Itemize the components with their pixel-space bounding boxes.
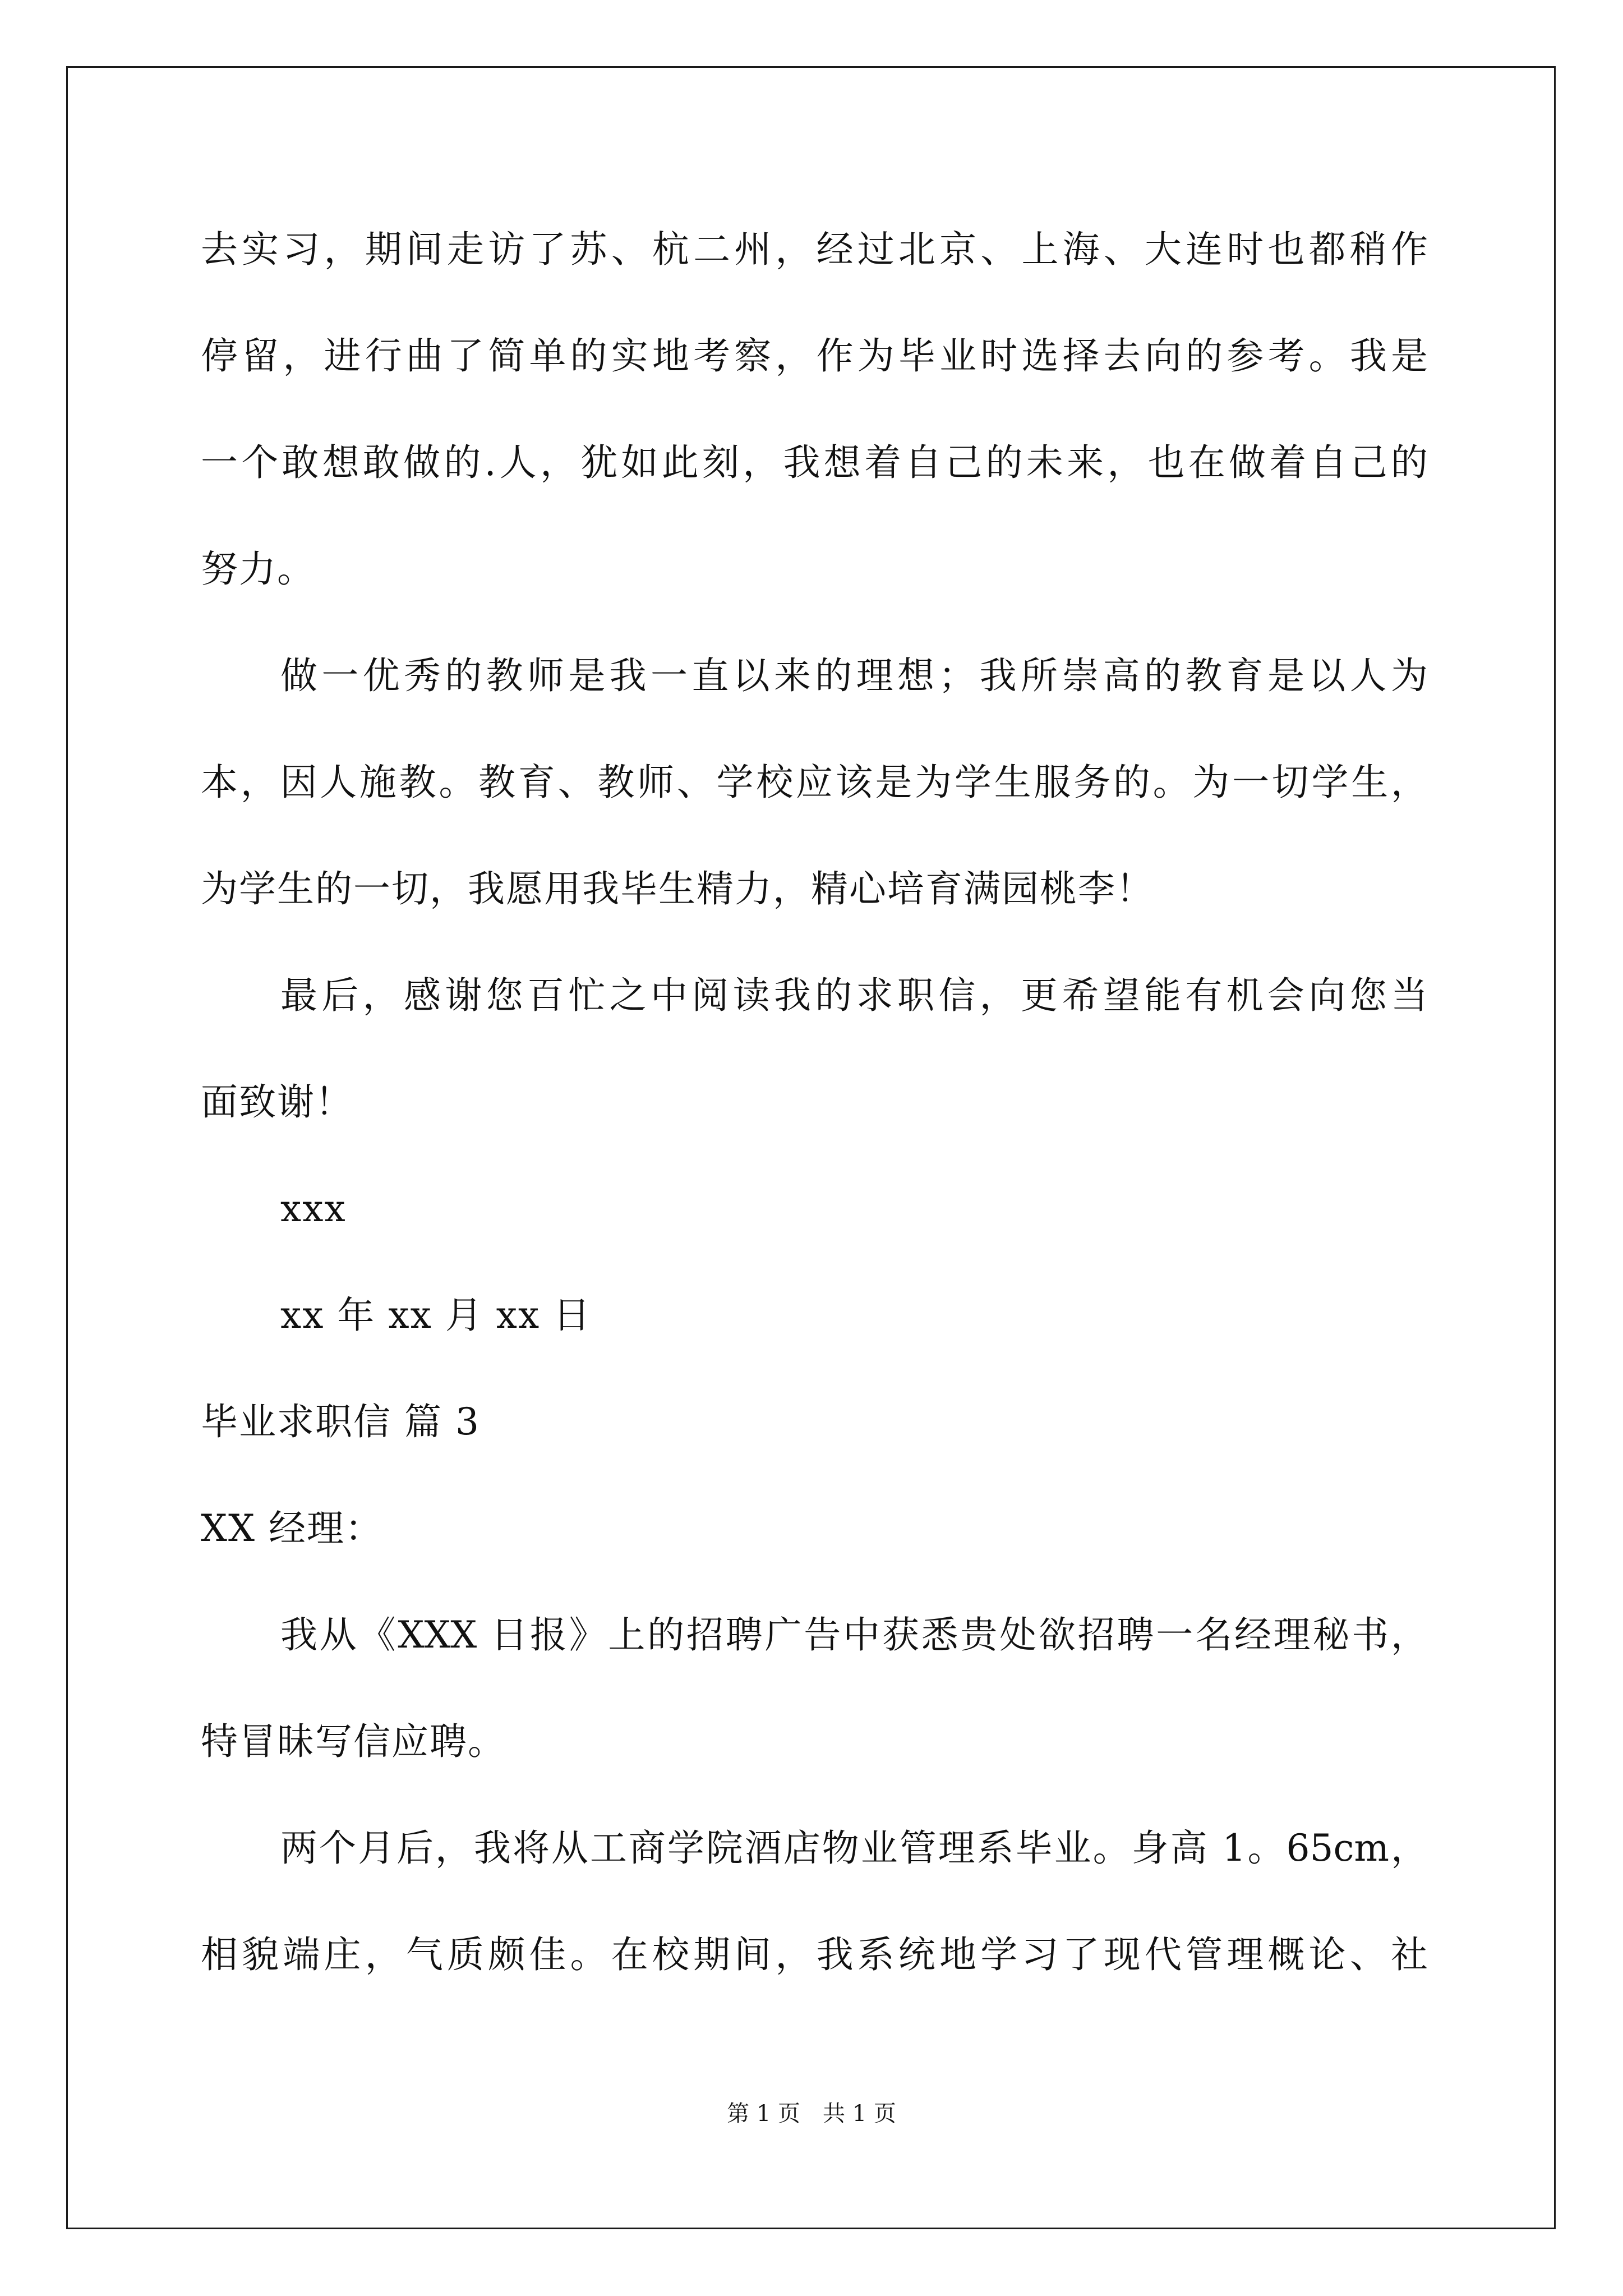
paragraph-thanks-line-1: 最后，感谢您百忙之中阅读我的求职信，更希望能有机会向您当: [280, 974, 1428, 1017]
signature-name: xxx: [280, 1187, 347, 1230]
paragraph-ideal-line-3: 为学生的一切，我愿用我毕生精力，精心培育满园桃李！: [201, 867, 1154, 910]
paragraph-profile-line-2: 相貌端庄，气质颇佳。在校期间，我系统地学习了现代管理概论、社: [201, 1933, 1428, 1976]
page-footer: 第 1 页 共 1 页: [727, 2101, 896, 2127]
paragraph-profile-line-1: 两个月后，我将从工商学院酒店物业管理系毕业。身高 1。65cm，: [280, 1826, 1428, 1870]
paragraph-ad-line-1: 我从《XXX 日报》上的招聘广告中获悉贵处欲招聘一名经理秘书，: [280, 1613, 1428, 1657]
paragraph-ideal-line-1: 做一优秀的教师是我一直以来的理想；我所崇高的教育是以人为: [280, 654, 1428, 697]
section-heading: 毕业求职信 篇 3: [201, 1400, 480, 1443]
paragraph-thanks-line-2: 面致谢！: [201, 1080, 353, 1124]
body-line-4: 努力。: [201, 547, 315, 591]
paragraph-ad-line-2: 特冒昧写信应聘。: [201, 1720, 506, 1763]
body-line-1: 去实习，期间走访了苏、杭二州，经过北京、上海、大连时也都稍作: [201, 228, 1428, 271]
paragraph-ideal-line-2: 本，因人施教。教育、教师、学校应该是为学生服务的。为一切学生，: [201, 761, 1428, 804]
body-line-2: 停留，进行曲了简单的实地考察，作为毕业时选择去向的参考。我是: [201, 334, 1428, 378]
body-line-3: 一个敢想敢做的.人，犹如此刻，我想着自己的未来，也在做着自己的: [201, 441, 1428, 484]
signature-date: xx 年 xx 月 xx 日: [280, 1294, 592, 1337]
salutation: XX 经理：: [201, 1507, 383, 1550]
page-border: [66, 66, 1556, 2229]
